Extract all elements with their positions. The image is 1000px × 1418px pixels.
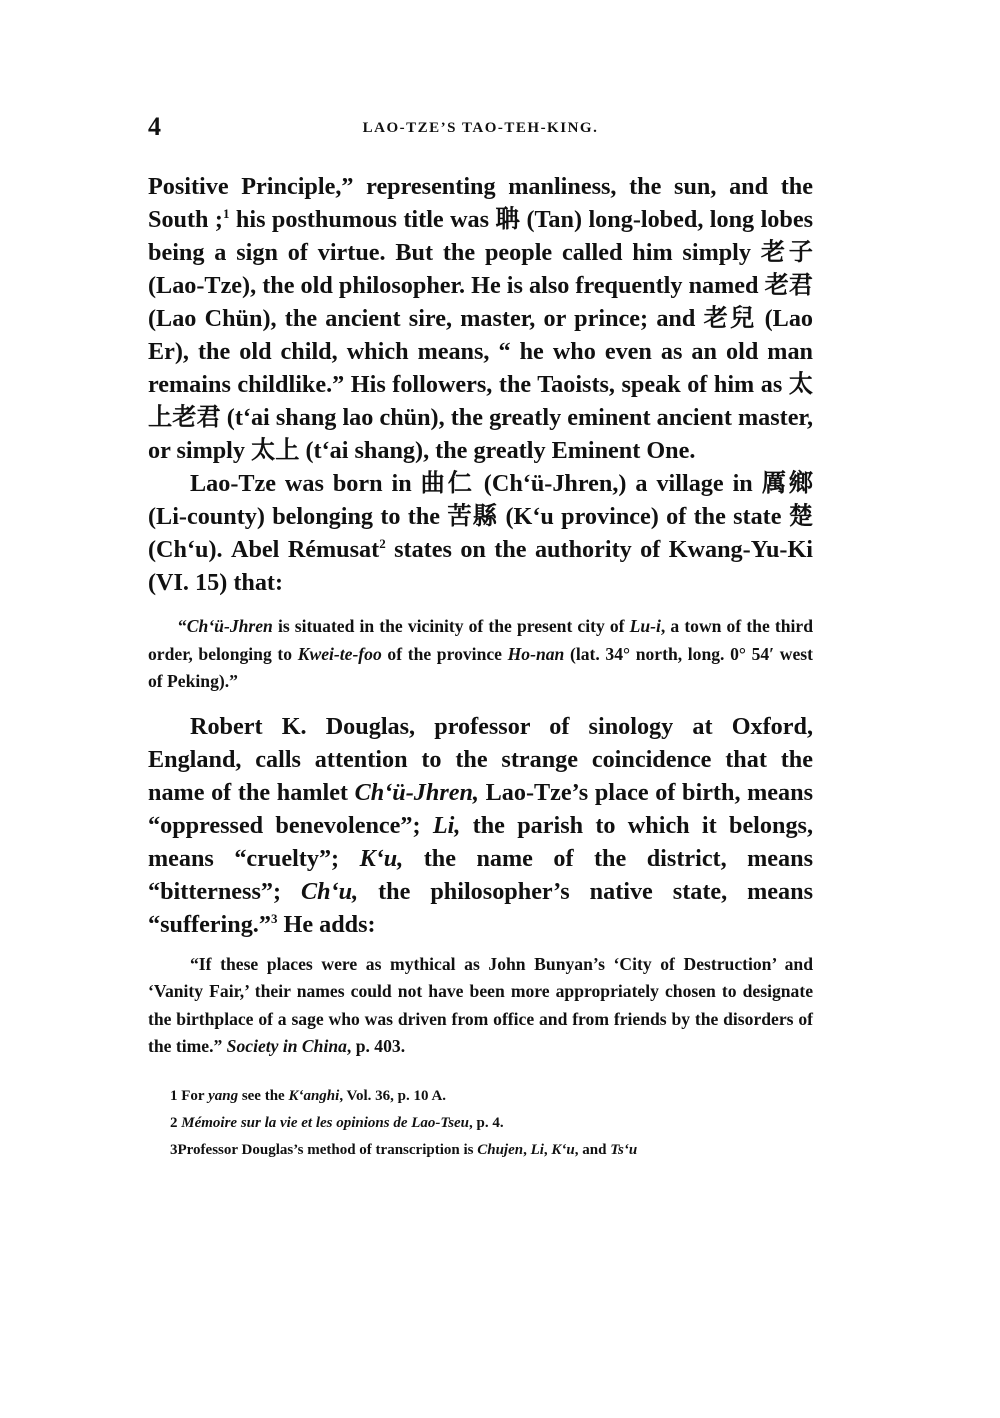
chinese-characters-chu-state: 楚 bbox=[788, 502, 813, 530]
chinese-characters-chu-jhren: 曲仁 bbox=[420, 469, 475, 497]
paragraph-douglas bbox=[148, 710, 813, 941]
italic-term: Kwei-te-foo bbox=[297, 643, 382, 664]
chinese-characters-tai-shang-lao-chun: 太上老君 bbox=[148, 370, 813, 431]
paragraph-names-of-lao-tze bbox=[148, 170, 813, 467]
paragraph-birthplace bbox=[148, 467, 813, 599]
text-run: (Lao Er), the old child, which means, “ he who even as an old man remains childlike.” His followers, the Taoists, speak of him as bbox=[148, 305, 814, 398]
chinese-characters-ku-province: 苦縣 bbox=[447, 502, 499, 530]
footnote-ref-2: 2 bbox=[379, 535, 386, 551]
text-run: He adds: bbox=[277, 910, 376, 938]
block-quote-bunyan bbox=[148, 951, 813, 1061]
text-run: the parish to which it belongs, means “cruelty”; bbox=[148, 811, 813, 872]
book-page bbox=[148, 112, 813, 1164]
text-run: (K‘u province) of the state bbox=[498, 503, 789, 530]
chinese-characters-li-county: 厲鄉 bbox=[761, 469, 813, 497]
text-run: , p. 4. bbox=[469, 1114, 504, 1131]
text-run: Positive Principle,” representing manliness, the sun, and the South ; bbox=[148, 173, 813, 233]
italic-term: Lu-i bbox=[629, 616, 661, 636]
text-run: , p. 403. bbox=[346, 1036, 406, 1056]
text-run: Lao-Tze’s place of birth, means “oppressed benevolence”; bbox=[148, 778, 813, 839]
running-head: LAO-TZE’S TAO-TEH-KING. bbox=[362, 120, 599, 136]
chinese-characters-lao-er: 老兒 bbox=[703, 304, 757, 332]
footnote-ref-1: 1 bbox=[222, 205, 230, 221]
page-header bbox=[148, 112, 813, 146]
text-run: (t‘ai shang lao chün), the greatly eminent ancient master, or simply bbox=[148, 404, 813, 464]
italic-term: Chujen bbox=[477, 1141, 524, 1158]
italic-term: K‘u, bbox=[359, 844, 404, 872]
text-run: Robert K. Douglas, professor of sinology at Oxford, England, calls attention to the strange coincidence that the name of the hamlet bbox=[148, 712, 813, 806]
italic-term: Ch‘u, bbox=[301, 877, 359, 905]
footnote-1 bbox=[148, 1083, 813, 1110]
text-run: , bbox=[523, 1141, 531, 1158]
text-run: (t‘ai shang), the greatly Eminent One. bbox=[299, 437, 696, 464]
footnote-3 bbox=[148, 1137, 813, 1164]
italic-term: Li bbox=[530, 1141, 544, 1158]
footnotes bbox=[148, 1083, 813, 1164]
text-run: his posthumous title was bbox=[229, 206, 496, 233]
footnote-number: 3 bbox=[170, 1141, 178, 1158]
footnote-2 bbox=[148, 1110, 813, 1137]
text-run: Lao-Tze was born in bbox=[190, 470, 421, 497]
open-quote: “ bbox=[178, 616, 187, 636]
page-number: 4 bbox=[148, 112, 161, 141]
text-run: , and bbox=[574, 1141, 611, 1158]
text-run: , Vol. 36, p. 10 A. bbox=[339, 1087, 447, 1104]
text-run: (Ch‘u). Abel Rémusat bbox=[148, 536, 380, 563]
italic-term: K‘u bbox=[551, 1141, 575, 1158]
text-run: (lat. 34° north, long. 0° 54′ west of Peking).” bbox=[148, 643, 813, 691]
text-run: Professor Douglas’s method of transcription is bbox=[177, 1141, 478, 1158]
italic-title: Mémoire sur la vie et les opinions de Lao-Tseu bbox=[177, 1114, 470, 1131]
block-quote-location bbox=[148, 613, 813, 696]
text-run: the name of the district, means “bitterness”; bbox=[148, 844, 813, 905]
text-run: , bbox=[543, 1141, 552, 1158]
footnote-number: 1 bbox=[170, 1087, 178, 1104]
italic-term: Ts‘u bbox=[610, 1141, 638, 1158]
text-run: is situated in the vicinity of the present city of bbox=[272, 616, 630, 636]
text-run: (Lao-Tze), the old philosopher. He is also frequently named bbox=[148, 272, 765, 299]
text-run: (Lao Chün), the ancient sire, master, or prince; and bbox=[148, 305, 704, 332]
chinese-characters-tan: 聃 bbox=[495, 205, 521, 233]
chinese-characters-lao-tze: 老子 bbox=[760, 238, 813, 266]
text-run: “If these places were as mythical as John Bunyan’s ‘City of Destruction’ and ‘Vanity Fair,’ their names could not have been more appropriately chosen to designate the birthplace of a sage who was driven from office and from friends by the disorders of the time.” bbox=[148, 953, 813, 1056]
text-run: (Ch‘ü-Jhren,) a village in bbox=[474, 470, 762, 497]
text-run: , a town of the third order, belonging to bbox=[148, 616, 813, 664]
text-run: the philosopher’s native state, means “suffering.” bbox=[148, 877, 813, 938]
italic-term: Li, bbox=[432, 811, 461, 839]
italic-term: K‘anghi bbox=[288, 1087, 340, 1104]
italic-term: Ho-nan bbox=[507, 643, 565, 664]
text-run: For bbox=[177, 1087, 209, 1104]
italic-citation: Society in China bbox=[226, 1036, 347, 1056]
chinese-characters-lao-chun: 老君 bbox=[764, 271, 813, 299]
chinese-characters-tai-shang: 太上 bbox=[251, 436, 300, 464]
italic-term: yang bbox=[208, 1087, 239, 1104]
text-run: (Li-county) belonging to the bbox=[148, 503, 448, 530]
text-run: see the bbox=[238, 1087, 289, 1104]
text-run: of the province bbox=[381, 643, 508, 664]
text-run: (Tan) long-lobed, long lobes being a sign of virtue. But the people called him simply bbox=[148, 206, 813, 266]
footnote-ref-3: 3 bbox=[270, 910, 278, 926]
italic-term: Ch‘ü-Jhren bbox=[186, 616, 273, 636]
italic-term: Ch‘ü-Jhren, bbox=[354, 778, 479, 806]
text-run: states on the authority of Kwang-Yu-Ki (VI. 15) that: bbox=[148, 536, 813, 596]
footnote-number: 2 bbox=[170, 1114, 178, 1131]
